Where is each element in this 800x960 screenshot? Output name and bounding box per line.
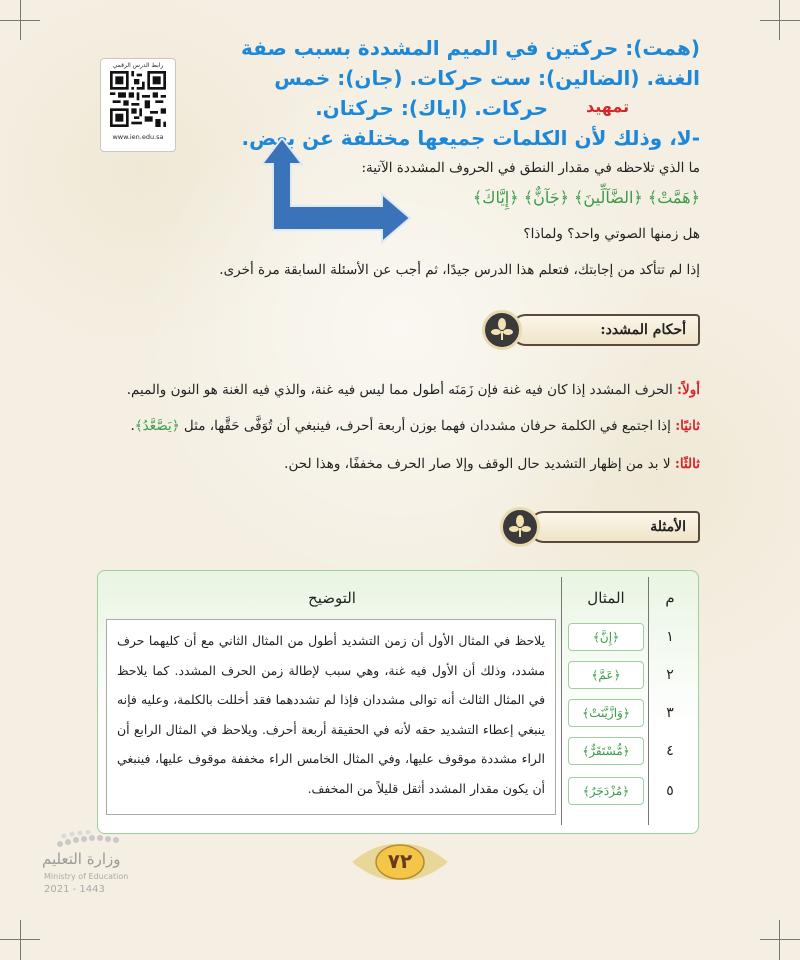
answer-line-2: الغنة. (الضالين): ست حركات. (جان): خمس [274, 66, 700, 90]
rule-second-example: ﴿يَصَّعَّدُ﴾ [134, 418, 180, 434]
qr-site-link[interactable]: www.ien.edu.sa [112, 133, 164, 141]
rule-second-end: . [130, 418, 135, 434]
rule-second-text: إذا اجتمع في الكلمة حرفان مشددان فهما بوزن أربعة أحرف، فينبغي أن تُوَفَّى حَقَّها، مثل [179, 418, 676, 434]
answer-line-1: (همت): حركتين في الميم المشددة بسبب صفة [240, 36, 700, 60]
row-number: ٥ [666, 783, 674, 799]
rule-third-label: ثالثًا: [674, 456, 700, 472]
explanation-text: يلاحظ في المثال الأول أن زمن التشديد أطول من المثال الثاني مع أن كليهما حرف مشدد، وذلك أن الأول فيه غنة، وهي سبب لإطالة زمن الحرف المشدد. كما يلاحظ في المثال الثالث أنه توالى مشددان فإذا لم تشددهما فقد أخللت بالكلمة، وعليه فإنه ينبغي إعطاء التشديد حقه لأنه في الحقيقة أربعة أحرف. ويلاحظ في المثال الرابع أن الراء مشددة موقوف عليها، وفي المثال الخامس الراء مخففة موقوف عليها، فينبغي أن يكون مقدار المشدد أثقل قليلاً من المخفف. [117, 633, 545, 796]
rules-heading [482, 310, 700, 350]
rules-heading-title: أحكام المشدد: [600, 322, 686, 338]
examples-heading-title: الأمثلة [650, 519, 686, 535]
row-number: ٤ [666, 743, 674, 759]
column-header-number: م [665, 589, 675, 607]
ministry-name-english: Ministry of Education [44, 872, 129, 881]
example-cell: ﴿وَازَّيَّنَتْ﴾ [568, 699, 644, 727]
page-number-badge [352, 840, 448, 884]
rule-first-label: أولاً: [677, 382, 700, 398]
row-number: ٢ [666, 667, 674, 683]
answer-line-3: حركات. (اياك): حركتان. [315, 96, 548, 120]
edition-year: 2021 - 1443 [44, 884, 105, 895]
qr-caption: رابط الدرس الرقمي [112, 62, 164, 69]
example-cell: ﴿إِنَّ﴾ [568, 623, 644, 651]
rules-heading-bar [510, 314, 700, 346]
column-header-explanation: التوضيح [308, 589, 356, 607]
logo-dots-icon [50, 830, 200, 850]
qr-code-panel[interactable] [100, 58, 176, 152]
crop-mark [0, 20, 40, 21]
answer-line-4: -لا، وذلك لأن الكلمات جميعها مختلفة عن بعض. [241, 126, 700, 150]
examples-heading [500, 507, 700, 547]
example-cell: ﴿عَمَّ﴾ [568, 661, 644, 689]
example-cell: ﴿مُّسْتَقَرٌّ﴾ [568, 737, 644, 765]
intro-question-2: هل زمنها الصوتي واحد؟ ولماذا؟ [523, 226, 700, 242]
ministry-name-arabic: وزارة التعليم [42, 850, 121, 868]
crop-mark [779, 920, 780, 960]
qr-code-icon[interactable] [110, 71, 166, 127]
examples-table [97, 570, 699, 834]
rule-second [130, 418, 700, 434]
intro-instruction: إذا لم تتأكد من إجابتك، فتعلم هذا الدرس جيدًا، ثم أجب عن الأسئلة السابقة مرة أخرى. [219, 262, 700, 278]
rule-second-label: ثانيًا: [675, 418, 700, 434]
crop-mark [760, 939, 800, 940]
example-cell: ﴿مُزْدَجَرٌ﴾ [568, 777, 644, 805]
rule-first [127, 382, 700, 398]
row-number: ١ [666, 629, 674, 645]
ornament-icon [500, 507, 540, 547]
ornament-icon [482, 310, 522, 350]
examples-heading-bar [528, 511, 700, 543]
page-number: ٧٢ [387, 849, 413, 873]
column-divider [561, 577, 562, 825]
tamheed-label: تمهيد [586, 97, 630, 116]
rule-first-text: الحرف المشدد إذا كان فيه غنة فإن زَمَنَه أطول مما ليس فيه غنة، والذي فيه الغنة هو النون والميم. [126, 382, 678, 398]
crop-mark [760, 20, 800, 21]
column-divider [648, 577, 649, 825]
explanation-cell [106, 619, 556, 815]
crop-mark [20, 920, 21, 960]
rule-third [284, 456, 700, 472]
intro-question-1: ما الذي تلاحظه في مقدار النطق في الحروف المشددة الآتية: [361, 160, 700, 176]
arrow-icon [262, 138, 412, 246]
ministry-logo [20, 830, 180, 900]
column-header-example: المثال [587, 589, 625, 607]
row-number: ٣ [666, 705, 674, 721]
crop-mark [0, 939, 40, 940]
rule-third-text: لا بد من إظهار التشديد حال الوقف وإلا صار الحرف مخففًا، وهذا لحن. [284, 456, 675, 472]
quran-words: ﴿هَمَّتْ﴾ ﴿الضَّآلِّينَ﴾ ﴿جَآنٌّ﴾ ﴿إِيَّاكَ﴾ [472, 188, 700, 207]
